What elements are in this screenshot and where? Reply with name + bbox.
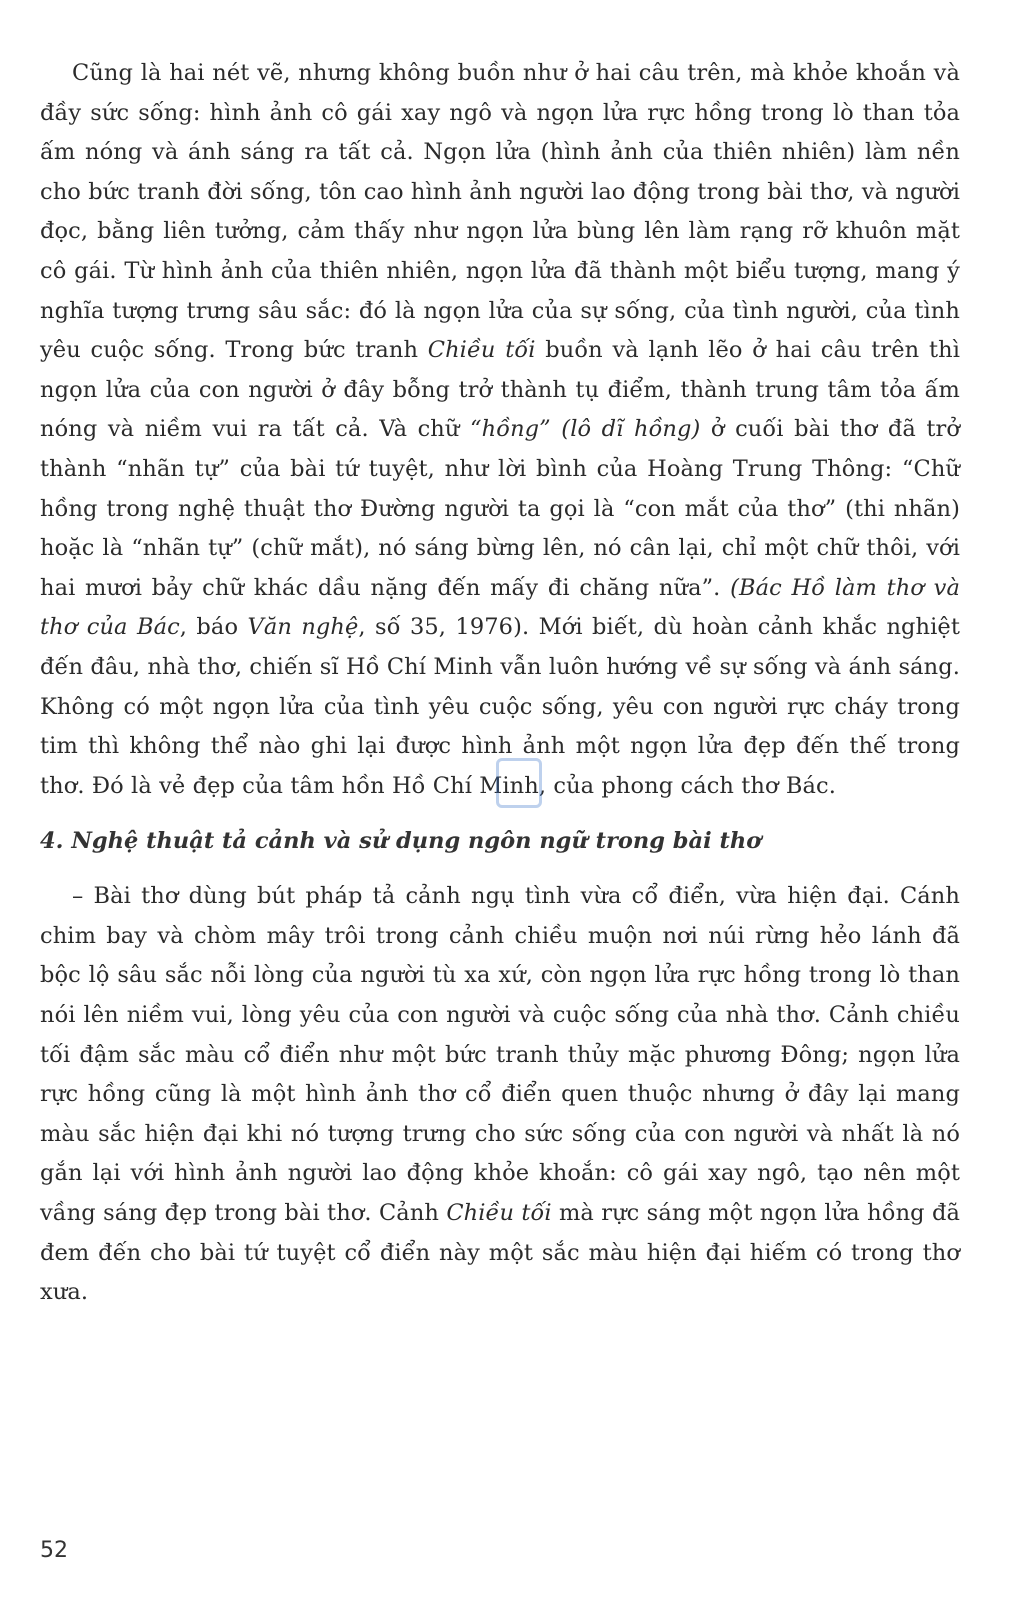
text-run: ở cuối bài thơ đã trở thành “nhãn tự” của bài tứ tuyệt, như lời bình của Hoàng Trung Thông: “Chữ hồng trong nghệ thuật thơ Đường người ta gọi là “con mắt của thơ” (thi nhãn) hoặc là “nhãn tự” (chữ mắt), nó sáng bừng lên, nó cân lại, chỉ một chữ thôi, với hai mươi bảy chữ khác dầu nặng đến mấy đi chăng nữa”.: [40, 416, 960, 601]
page-content: [40, 54, 960, 1313]
italic-citation: (Bác Hồ làm thơ và thơ của Bác: [40, 574, 960, 641]
text-run: – Bài thơ dùng bút pháp tả cảnh ngụ tình vừa cổ điển, vừa hiện đại. Cánh chim bay và chòm mây trôi trong cảnh chiều muộn nơi núi rừng hẻo lánh đã bộc lộ sâu sắc nỗi lòng của người tù xa xứ, còn ngọn lửa rực hồng trong lò than nói lên niềm vui, lòng yêu của con người và cuộc sống của nhà thơ. Cảnh chiều tối đậm sắc màu cổ điển như một bức tranh thủy mặc phương Đông; ngọn lửa rực hồng cũng là một hình ảnh thơ cổ điển quen thuộc nhưng ở đây lại mang màu sắc hiện đại khi nó tượng trưng cho sức sống của con người và nhất là nó gắn lại với hình ảnh người lao động khỏe khoắn: cô gái xay ngô, tạo nên một vầng sáng đẹp trong bài thơ. Cảnh: [40, 883, 960, 1227]
section-heading: 4. Nghệ thuật tả cảnh và sử dụng ngôn ngữ trong bài thơ: [40, 828, 762, 855]
text-run: buồn và lạnh lẽo ở hai câu trên thì ngọn lửa của con người ở đây bỗng trở thành tụ điểm, thành trung tâm tỏa ấm nóng và niềm vui ra tất cả. Và chữ: [40, 337, 960, 443]
paragraph-1: [40, 54, 960, 806]
page-number: 52: [40, 1538, 68, 1563]
italic-title: Chiều tối: [446, 1200, 552, 1227]
text-run: mà rực sáng một ngọn lửa hồng đã đem đến cho bài tứ tuyệt cổ điển này một sắc màu hiện đại hiếm có trong thơ xưa.: [40, 1200, 960, 1306]
italic-quote: “hồng” (lô dĩ hồng): [470, 416, 701, 443]
italic-newspaper: Văn nghệ: [247, 614, 359, 641]
paragraph-2: [40, 877, 960, 1313]
text-run: , báo: [179, 614, 248, 641]
text-run: Cũng là hai nét vẽ, nhưng không buồn như ở hai câu trên, mà khỏe khoắn và đầy sức sống: hình ảnh cô gái xay ngô và ngọn lửa rực hồng trong lò than tỏa ấm nóng và ánh sáng ra tất cả. Ngọn lửa (hình ảnh của thiên nhiên) làm nền cho bức tranh đời sống, tôn cao hình ảnh người lao động trong bài thơ, và người đọc, bằng liên tưởng, cảm thấy như ngọn lửa bùng lên làm rạng rỡ khuôn mặt cô gái. Từ hình ảnh của thiên nhiên, ngọn lửa đã thành một biểu tượng, mang ý nghĩa tượng trưng sâu sắc: đó là ngọn lửa của sự sống, của tình người, của tình yêu cuộc sống. Trong bức tranh: [40, 60, 960, 364]
italic-title: Chiều tối: [427, 337, 536, 364]
text-run: , số 35, 1976). Mới biết, dù hoàn cảnh khắc nghiệt đến đâu, nhà thơ, chiến sĩ Hồ Chí Minh vẫn luôn hướng về sự sống và ánh sáng. Không có một ngọn lửa của tình yêu cuộc sống, yêu con người rực cháy trong tim thì không thể nào ghi lại được hình ảnh một ngọn lửa đẹp đến thế trong thơ. Đó là vẻ đẹp của tâm hồn Hồ Chí Minh, của phong cách thơ Bác.: [40, 614, 960, 799]
